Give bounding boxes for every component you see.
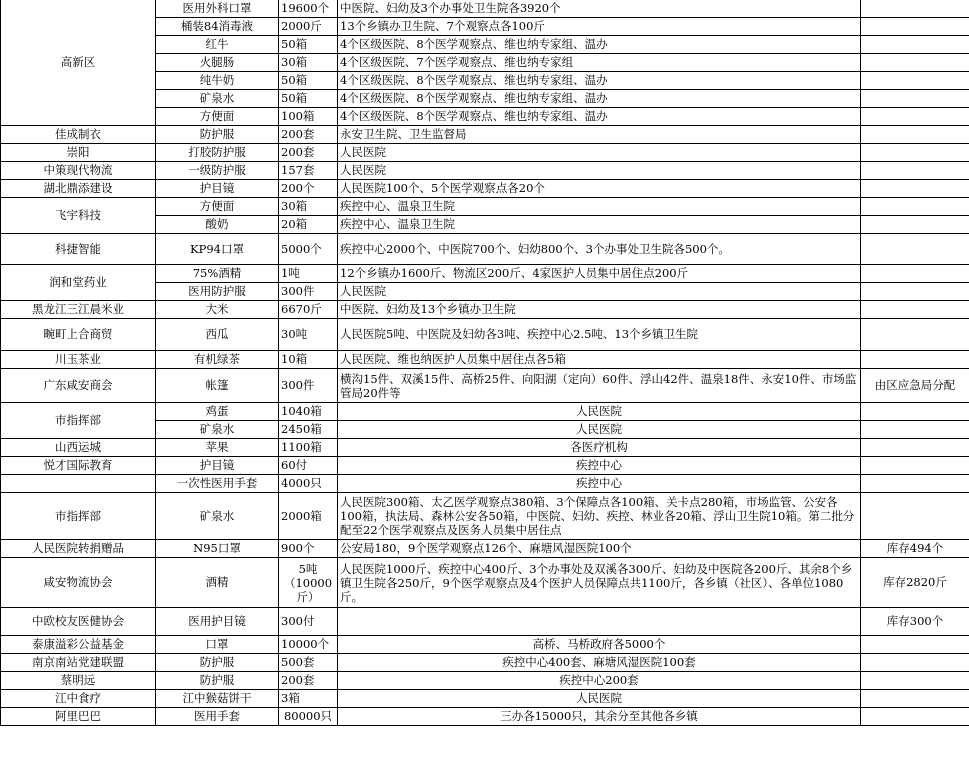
note-cell — [861, 283, 969, 301]
table-row — [1, 162, 969, 180]
qty-cell: 30箱 — [279, 198, 338, 216]
dest-cell: 人民医院 — [338, 403, 861, 421]
table-row — [1, 198, 969, 216]
qty-cell: 1040箱 — [279, 403, 338, 421]
item-cell: 防护服 — [156, 654, 279, 672]
table-row — [1, 403, 969, 421]
item-cell: 酸奶 — [156, 216, 279, 234]
item-cell: 桶装84消毒液 — [156, 18, 279, 36]
table-row — [1, 540, 969, 558]
table-row — [1, 636, 969, 654]
table-row — [1, 654, 969, 672]
dest-cell: 公安局180，9个医学观察点126个、麻塘风湿医院100个 — [338, 540, 861, 558]
qty-cell: 60付 — [279, 457, 338, 475]
item-cell: 方便面 — [156, 198, 279, 216]
qty-cell: 2000箱 — [279, 493, 338, 540]
item-cell: 医用外科口罩 — [156, 0, 279, 18]
note-cell — [861, 672, 969, 690]
item-cell: 防护服 — [156, 672, 279, 690]
dest-cell: 4个区级医院、8个医学观察点、维也纳专家组、温办 — [338, 72, 861, 90]
item-cell: 75%酒精 — [156, 265, 279, 283]
donor-cell: 江中食疗 — [1, 690, 156, 708]
item-cell: 护目镜 — [156, 180, 279, 198]
qty-cell: 200套 — [279, 126, 338, 144]
dest-cell: 4个区级医院、7个医学观察点、维也纳专家组 — [338, 54, 861, 72]
dest-cell: 三办各15000只，其余分至其他各乡镇 — [338, 708, 861, 726]
donor-cell: 泰康溢彩公益基金 — [1, 636, 156, 654]
dest-cell: 人民医院 — [338, 690, 861, 708]
item-cell: 医用手套 — [156, 708, 279, 726]
donor-cell: 崇阳 — [1, 144, 156, 162]
donor-cell: 高新区 — [1, 0, 156, 126]
dest-cell: 4个区级医院、8个医学观察点、维也纳专家组、温办 — [338, 108, 861, 126]
qty-cell: 5000个 — [279, 234, 338, 265]
donor-cell: 中策现代物流 — [1, 162, 156, 180]
qty-cell: 19600个 — [279, 0, 338, 18]
item-cell: 矿泉水 — [156, 90, 279, 108]
dest-cell: 中医院、妇幼及3个办事处卫生院各3920个 — [338, 0, 861, 18]
donor-cell — [1, 475, 156, 493]
table-row — [1, 558, 969, 608]
table-row — [1, 475, 969, 493]
item-cell: 江中猴菇饼干 — [156, 690, 279, 708]
item-cell: 一级防护服 — [156, 162, 279, 180]
table-row — [1, 690, 969, 708]
item-cell: 矿泉水 — [156, 421, 279, 439]
dest-cell: 疾控中心、温泉卫生院 — [338, 198, 861, 216]
dest-cell: 4个区级医院、8个医学观察点、维也纳专家组、温办 — [338, 90, 861, 108]
note-cell — [861, 421, 969, 439]
qty-cell: 30吨 — [279, 319, 338, 351]
table-row — [1, 265, 969, 283]
item-cell: 防护服 — [156, 126, 279, 144]
note-cell — [861, 108, 969, 126]
donor-cell: 川玉茶业 — [1, 351, 156, 369]
donor-cell: 飞宇科技 — [1, 198, 156, 234]
donor-cell: 科捷智能 — [1, 234, 156, 265]
qty-cell: 10000个 — [279, 636, 338, 654]
note-cell — [861, 180, 969, 198]
note-cell — [861, 265, 969, 283]
dest-cell: 人民医院 — [338, 162, 861, 180]
donor-cell: 咸安物流协会 — [1, 558, 156, 608]
donor-cell: 湖北鼎添建设 — [1, 180, 156, 198]
qty-cell: 500套 — [279, 654, 338, 672]
donor-cell: 市指挥部 — [1, 493, 156, 540]
note-cell: 库存300个 — [861, 608, 969, 636]
donor-cell: 广东咸安商会 — [1, 369, 156, 403]
qty-cell: 50箱 — [279, 72, 338, 90]
table-row — [1, 0, 969, 18]
note-cell — [861, 690, 969, 708]
table-row — [1, 708, 969, 726]
qty-cell: 50箱 — [279, 36, 338, 54]
qty-cell: 2000斤 — [279, 18, 338, 36]
qty-cell: 30箱 — [279, 54, 338, 72]
qty-cell: 50箱 — [279, 90, 338, 108]
note-cell — [861, 636, 969, 654]
table-row — [1, 301, 969, 319]
table-row — [1, 493, 969, 540]
donor-cell: 山西运城 — [1, 439, 156, 457]
donor-cell: 佳成制衣 — [1, 126, 156, 144]
item-cell: 西瓜 — [156, 319, 279, 351]
qty-cell: 5吨（10000斤） — [279, 558, 338, 608]
qty-cell: 100箱 — [279, 108, 338, 126]
item-cell: 有机绿茶 — [156, 351, 279, 369]
note-cell: 库存2820斤 — [861, 558, 969, 608]
note-cell — [861, 319, 969, 351]
note-cell — [861, 18, 969, 36]
item-cell: 酒精 — [156, 558, 279, 608]
qty-cell: 1100箱 — [279, 439, 338, 457]
table-row — [1, 457, 969, 475]
table-row — [1, 234, 969, 265]
dest-cell: 人民医院 — [338, 144, 861, 162]
dest-cell: 疾控中心 — [338, 475, 861, 493]
qty-cell: 200个 — [279, 180, 338, 198]
dest-cell: 人民医院100个、5个医学观察点各20个 — [338, 180, 861, 198]
item-cell: 医用防护服 — [156, 283, 279, 301]
note-cell — [861, 457, 969, 475]
item-cell: 帐篷 — [156, 369, 279, 403]
donor-cell: 蔡明远 — [1, 672, 156, 690]
donor-cell: 阿里巴巴 — [1, 708, 156, 726]
note-cell: 由区应急局分配 — [861, 369, 969, 403]
dest-cell: 4个区级医院、8个医学观察点、维也纳专家组、温办 — [338, 36, 861, 54]
dest-cell: 人民医院5吨、中医院及妇幼各3吨、疾控中心2.5吨、13个乡镇卫生院 — [338, 319, 861, 351]
note-cell — [861, 403, 969, 421]
item-cell: 纯牛奶 — [156, 72, 279, 90]
note-cell — [861, 36, 969, 54]
qty-cell: 300件 — [279, 283, 338, 301]
dest-cell: 人民医院300箱、太乙医学观察点380箱、3个保障点各100箱、关卡点280箱，市场监管、公安各100箱，执法局、森林公安各50箱，中医院、妇幼、疾控、林业各20箱、浮山卫生院10箱。第二批分配至22个医学观察点及医务人员集中居住点 — [338, 493, 861, 540]
dest-cell: 疾控中心 — [338, 457, 861, 475]
note-cell — [861, 54, 969, 72]
dest-cell: 人民医院 — [338, 421, 861, 439]
item-cell: KP94口罩 — [156, 234, 279, 265]
item-cell: 医用护目镜 — [156, 608, 279, 636]
item-cell: 大米 — [156, 301, 279, 319]
note-cell: 库存494个 — [861, 540, 969, 558]
qty-cell: 80000只 — [279, 708, 338, 726]
note-cell — [861, 301, 969, 319]
qty-cell: 300付 — [279, 608, 338, 636]
note-cell — [861, 72, 969, 90]
dest-cell: 疾控中心400套、麻塘风湿医院100套 — [338, 654, 861, 672]
note-cell — [861, 708, 969, 726]
table-row — [1, 319, 969, 351]
table-row — [1, 144, 969, 162]
item-cell: 方便面 — [156, 108, 279, 126]
table-row — [1, 608, 969, 636]
donor-cell: 畹町上合商贸 — [1, 319, 156, 351]
table-row — [1, 439, 969, 457]
donor-cell: 人民医院转捐赠品 — [1, 540, 156, 558]
dest-cell: 人民医院 — [338, 283, 861, 301]
qty-cell: 6670斤 — [279, 301, 338, 319]
qty-cell: 3箱 — [279, 690, 338, 708]
qty-cell: 10箱 — [279, 351, 338, 369]
dest-cell: 横沟15件、双溪15件、高桥25件、向阳湖（定向）60件、浮山42件、温泉18件、永安10件、市场监管局20件等 — [338, 369, 861, 403]
donor-cell: 黑龙江三江晨米业 — [1, 301, 156, 319]
item-cell: 红牛 — [156, 36, 279, 54]
table-row — [1, 180, 969, 198]
table-row — [1, 351, 969, 369]
dest-cell: 疾控中心、温泉卫生院 — [338, 216, 861, 234]
qty-cell: 2450箱 — [279, 421, 338, 439]
item-cell: 矿泉水 — [156, 493, 279, 540]
donor-cell: 中欧校友医健协会 — [1, 608, 156, 636]
item-cell: 火腿肠 — [156, 54, 279, 72]
dest-cell: 人民医院1000斤、疾控中心400斤、3个办事处及双溪各300斤、妇幼及中医院各200斤、其余8个乡镇卫生院各250斤，9个医学观察点及4个医护人员保障点共1100斤，各乡镇（社区）、各单位1080斤。 — [338, 558, 861, 608]
note-cell — [861, 216, 969, 234]
table-row — [1, 369, 969, 403]
qty-cell: 300件 — [279, 369, 338, 403]
item-cell: 鸡蛋 — [156, 403, 279, 421]
dest-cell: 高桥、马桥政府各5000个 — [338, 636, 861, 654]
donor-cell: 润和堂药业 — [1, 265, 156, 301]
qty-cell: 4000只 — [279, 475, 338, 493]
note-cell — [861, 198, 969, 216]
dest-cell: 疾控中心2000个、中医院700个、妇幼800个、3个办事处卫生院各500个。 — [338, 234, 861, 265]
qty-cell: 1吨 — [279, 265, 338, 283]
dest-cell: 12个乡镇办1600斤、物流区200斤、4家医护人员集中居住点200斤 — [338, 265, 861, 283]
item-cell: N95口罩 — [156, 540, 279, 558]
item-cell: 打胶防护服 — [156, 144, 279, 162]
qty-cell: 157套 — [279, 162, 338, 180]
donor-cell: 悦才国际教育 — [1, 457, 156, 475]
note-cell — [861, 90, 969, 108]
qty-cell: 200套 — [279, 672, 338, 690]
item-cell: 苹果 — [156, 439, 279, 457]
item-cell: 护目镜 — [156, 457, 279, 475]
dest-cell: 13个乡镇办卫生院、7个观察点各100斤 — [338, 18, 861, 36]
qty-cell: 200套 — [279, 144, 338, 162]
dest-cell: 人民医院、维也纳医护人员集中居住点各5箱 — [338, 351, 861, 369]
note-cell — [861, 493, 969, 540]
dest-cell — [338, 608, 861, 636]
note-cell — [861, 144, 969, 162]
note-cell — [861, 0, 969, 18]
donor-cell: 市指挥部 — [1, 403, 156, 439]
table-row — [1, 672, 969, 690]
note-cell — [861, 162, 969, 180]
note-cell — [861, 234, 969, 265]
note-cell — [861, 654, 969, 672]
dest-cell: 中医院、妇幼及13个乡镇办卫生院 — [338, 301, 861, 319]
note-cell — [861, 126, 969, 144]
dest-cell: 各医疗机构 — [338, 439, 861, 457]
donor-cell: 南京南站党建联盟 — [1, 654, 156, 672]
item-cell: 一次性医用手套 — [156, 475, 279, 493]
note-cell — [861, 475, 969, 493]
dest-cell: 疾控中心200套 — [338, 672, 861, 690]
table-row — [1, 126, 969, 144]
item-cell: 口罩 — [156, 636, 279, 654]
dest-cell: 永安卫生院、卫生监督局 — [338, 126, 861, 144]
qty-cell: 20箱 — [279, 216, 338, 234]
note-cell — [861, 351, 969, 369]
qty-cell: 900个 — [279, 540, 338, 558]
note-cell — [861, 439, 969, 457]
